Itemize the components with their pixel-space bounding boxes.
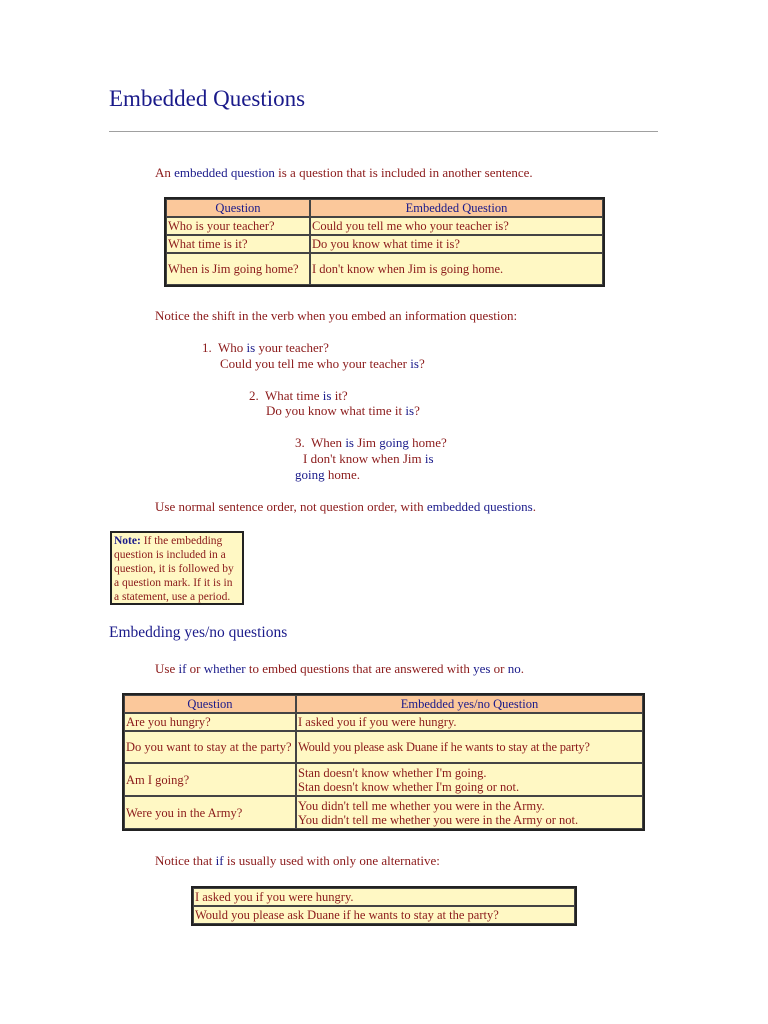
paragraph-text: to embed questions that are answered with <box>245 661 474 676</box>
table-cell: Do you know what time it is? <box>310 235 603 253</box>
example-text: your teacher? <box>255 340 329 355</box>
example-3-answer-line1 <box>303 451 434 467</box>
title-divider <box>109 131 658 132</box>
page-title: Embedded Questions <box>109 86 306 111</box>
note-label: Note: <box>114 535 141 547</box>
note-text: If the embedding question is included in a question, it is followed by a question mark. If it is in a statement, use a period. <box>114 535 234 603</box>
table-row <box>124 731 643 763</box>
verb-highlight: is <box>246 340 256 355</box>
table-header-cell: Question <box>124 695 296 713</box>
table-cell: Would you please ask Duane if he wants to stay at the party? <box>296 731 643 763</box>
verb-highlight: is <box>424 451 434 466</box>
example-text: ? <box>414 403 420 418</box>
yes-no-intro <box>155 661 524 677</box>
example-1-answer <box>220 356 425 372</box>
example-text: home. <box>324 467 361 482</box>
embedded-question-table <box>164 197 605 287</box>
table-cell: When is Jim going home? <box>166 253 310 285</box>
table-row <box>193 906 575 924</box>
keyword-if: if <box>178 661 187 676</box>
example-text: Do you know what time it <box>266 403 406 418</box>
paragraph-text: or <box>490 661 508 676</box>
verb-highlight: is <box>345 435 354 450</box>
table-cell: Are you hungry? <box>124 713 296 731</box>
example-text: Jim <box>353 435 380 450</box>
intro-text: An <box>155 165 175 180</box>
paragraph-text: is usually used with only one alternative: <box>223 853 440 868</box>
table-row <box>166 253 603 285</box>
notice-verb-shift: Notice the shift in the verb when you embed an information question: <box>155 308 518 323</box>
yes-no-question-table <box>122 693 645 831</box>
paragraph-text: . <box>520 661 525 676</box>
verb-highlight: is <box>405 403 415 418</box>
table-cell: Were you in the Army? <box>124 796 296 829</box>
example-3-answer-line2 <box>295 467 360 483</box>
example-1 <box>202 340 329 356</box>
table-row <box>166 235 603 253</box>
table-cell: I don't know when Jim is going home. <box>310 253 603 285</box>
intro-text-end: is a question that is included in another sentence. <box>274 165 533 180</box>
table-row <box>124 796 643 829</box>
table-cell <box>296 763 643 796</box>
table-header-row <box>124 695 643 713</box>
table-row <box>124 763 643 796</box>
keyword-yes: yes <box>473 661 491 676</box>
table-row <box>124 713 643 731</box>
table-header-row <box>166 199 603 217</box>
table-header-cell: Question <box>166 199 310 217</box>
normal-order-paragraph <box>155 499 536 515</box>
example-text: When <box>311 435 346 450</box>
verb-highlight: going <box>295 467 325 482</box>
keyword-whether: whether <box>203 661 246 676</box>
note-box <box>110 531 244 605</box>
table-cell: I asked you if you were hungry. <box>193 888 575 906</box>
list-number: 1. <box>202 340 212 355</box>
intro-paragraph <box>155 165 533 181</box>
table-row <box>166 217 603 235</box>
example-text: Who <box>218 340 247 355</box>
verb-highlight: going <box>379 435 409 450</box>
example-2 <box>249 388 348 404</box>
table-cell: Could you tell me who your teacher is? <box>310 217 603 235</box>
example-text: it? <box>331 388 348 403</box>
keyword-if: if <box>215 853 224 868</box>
if-examples-table <box>191 886 577 926</box>
verb-highlight: is <box>410 356 419 371</box>
example-text: Could you tell me who your teacher <box>220 356 411 371</box>
example-text: ? <box>418 356 425 371</box>
table-cell: Who is your teacher? <box>166 217 310 235</box>
answer-line: Stan doesn't know whether I'm going. <box>298 765 487 780</box>
example-text: What time <box>265 388 323 403</box>
table-row <box>193 888 575 906</box>
notice-if-paragraph <box>155 853 440 869</box>
table-header-cell: Embedded Question <box>310 199 603 217</box>
answer-line: Stan doesn't know whether I'm going or not. <box>298 779 520 794</box>
answer-line: You didn't tell me whether you were in the Army or not. <box>298 812 579 827</box>
table-cell <box>296 796 643 829</box>
paragraph-text: or <box>186 661 204 676</box>
paragraph-text: Notice that <box>155 853 216 868</box>
table-cell: What time is it? <box>166 235 310 253</box>
paragraph-term: embedded questions <box>426 499 533 514</box>
list-number: 3. <box>295 435 305 450</box>
example-text: I don't know when Jim <box>303 451 425 466</box>
paragraph-text: Use <box>155 661 179 676</box>
answer-line: You didn't tell me whether you were in the Army. <box>298 798 545 813</box>
verb-highlight: is <box>322 388 332 403</box>
table-cell: Would you please ask Duane if he wants to stay at the party? <box>193 906 575 924</box>
table-header-cell: Embedded yes/no Question <box>296 695 643 713</box>
table-cell: I asked you if you were hungry. <box>296 713 643 731</box>
example-3 <box>295 435 447 451</box>
table-cell: Am I going? <box>124 763 296 796</box>
example-2-answer <box>266 403 420 419</box>
intro-term: embedded question <box>174 165 275 180</box>
paragraph-text-end: . <box>532 499 536 514</box>
table-cell: Do you want to stay at the party? <box>124 731 296 763</box>
section-title-yes-no: Embedding yes/no questions <box>109 624 288 641</box>
example-text: home? <box>408 435 447 450</box>
list-number: 2. <box>249 388 259 403</box>
paragraph-text: Use normal sentence order, not question order, with <box>155 499 427 514</box>
keyword-no: no <box>507 661 521 676</box>
